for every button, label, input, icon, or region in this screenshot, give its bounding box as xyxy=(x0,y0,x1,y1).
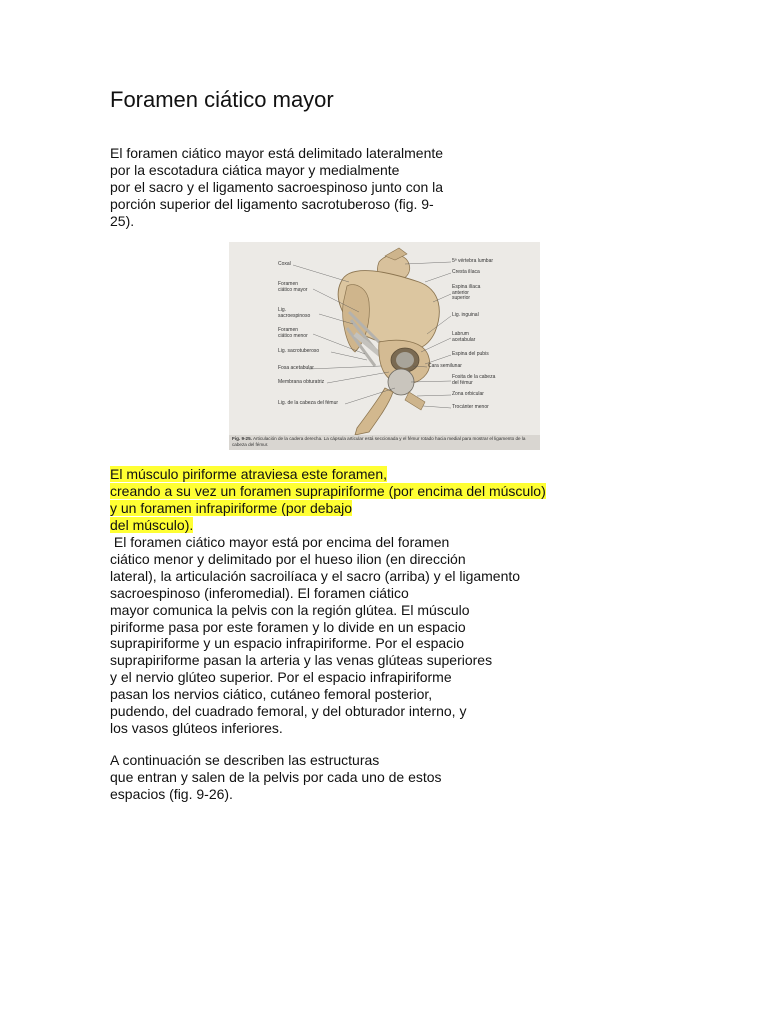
text-line: los vasos glúteos inferiores. xyxy=(110,719,283,736)
highlighted-line: creando a su vez un foramen suprapiriforme (por encima del músculo) xyxy=(110,482,546,499)
figure-label: Lig. sacroespinoso xyxy=(278,307,311,319)
figure-label: Lig. de la cabeza del fémur xyxy=(278,400,339,406)
figure-label: Lig. inguinal xyxy=(452,312,479,318)
highlighted-line: y un foramen infrapiriforme (por debajo xyxy=(110,499,353,516)
text-line: ciático menor y delimitado por el hueso ilion (en dirección xyxy=(110,550,466,567)
text-line: por la escotadura ciática mayor y medialmente xyxy=(110,161,400,178)
closing-paragraph xyxy=(110,752,442,803)
figure-label: Fosa acetabular xyxy=(278,365,314,371)
text-line: 25). xyxy=(110,212,135,229)
figure-caption-text: Articulación de la cadera derecha. La cápsula articular está seccionada y el fémur rotado hacia medial para mostrar el ligamento de la cabeza del fémur. xyxy=(232,436,526,447)
text-line: mayor comunica la pelvis con la región glútea. El músculo xyxy=(110,601,470,618)
figure-label: Espina del pubis xyxy=(452,351,489,357)
figure-label: Cresta ilíaca xyxy=(452,269,480,275)
figure-number: Fig. 9-25. xyxy=(232,436,252,441)
figure-label: Zona orbicular xyxy=(452,391,484,397)
figure-label: Lig. sacrotuberoso xyxy=(278,348,320,354)
text-line: A continuación se describen las estructuras xyxy=(110,752,380,768)
text-line: porción superior del ligamento sacrotuberoso (fig. 9- xyxy=(110,195,434,212)
figure-label: Labrum acetabular xyxy=(452,331,476,343)
figure-label: Foramen ciático mayor xyxy=(278,281,308,293)
text-line: suprapiriforme y un espacio infrapiriforme. Por el espacio xyxy=(110,635,465,652)
figure-label: Trocánter menor xyxy=(452,404,489,410)
text-line: pasan los nervios ciático, cutáneo femoral posterior, xyxy=(110,686,433,703)
body-paragraph xyxy=(110,534,520,737)
intro-paragraph xyxy=(110,145,443,230)
text-line: piriforme pasa por este foramen y lo divide en un espacio xyxy=(110,618,466,635)
text-line: espacios (fig. 9-26). xyxy=(110,785,233,802)
text-line: sacroespinoso (inferomedial). El foramen ciático xyxy=(110,584,409,601)
figure-label: Foramen ciático menor xyxy=(278,327,308,339)
text-line: lateral), la articulación sacroilíaca y el sacro (arriba) y el ligamento xyxy=(110,567,521,584)
figure-caption xyxy=(232,436,538,447)
text-line: El foramen ciático mayor está por encima del foramen xyxy=(110,534,450,550)
text-line: y el nervio glúteo superior. Por el espacio infrapiriforme xyxy=(110,669,452,686)
figure-label: 5ª vértebra lumbar xyxy=(452,258,494,264)
page-title: Foramen ciático mayor xyxy=(110,87,334,112)
anatomy-figure xyxy=(229,242,540,450)
figure-label: Membrana obturatriz xyxy=(278,379,325,385)
text-line: suprapiriforme pasan la arteria y las venas glúteas superiores xyxy=(110,652,493,669)
figure-label: Espina ilíaca anterior superior xyxy=(452,284,481,302)
highlighted-line: El músculo piriforme atraviesa este foramen, xyxy=(110,466,387,482)
highlighted-line: del músculo). xyxy=(110,516,194,533)
text-line: por el sacro y el ligamento sacroespinoso junto con la xyxy=(110,178,444,195)
hip-joint-illustration xyxy=(229,242,540,435)
figure-label: Cara semilunar xyxy=(428,363,462,369)
figure-label: Coxal xyxy=(278,261,291,267)
text-line: El foramen ciático mayor está delimitado lateralmente xyxy=(110,145,444,161)
text-line: pudendo, del cuadrado femoral, y del obturador interno, y xyxy=(110,703,467,720)
highlighted-paragraph xyxy=(110,466,546,534)
text-line: que entran y salen de la pelvis por cada uno de estos xyxy=(110,768,442,785)
figure-label: Fosita de la cabeza del fémur xyxy=(452,374,496,386)
